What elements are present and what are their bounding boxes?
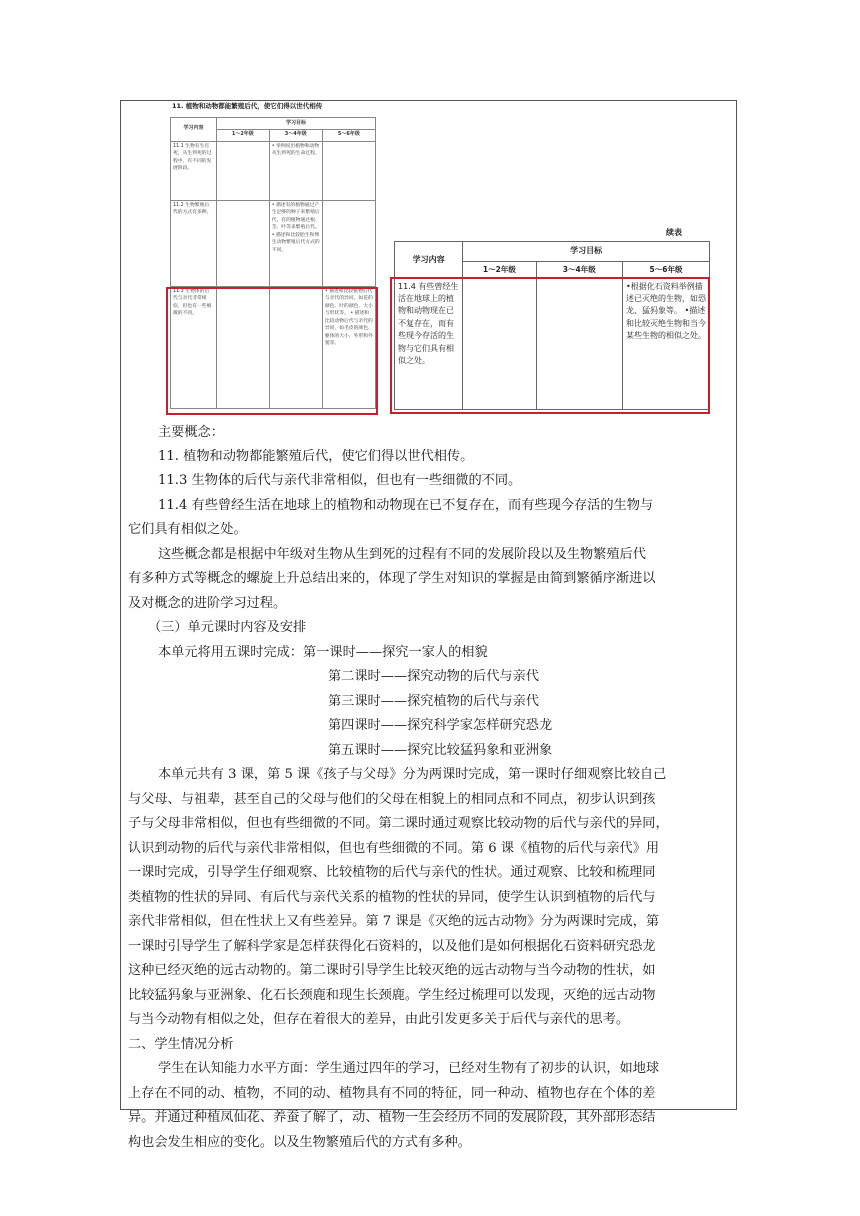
cell-g56: •根据化石资料举例描述已灭绝的生物，如恐龙、猛犸象等。 •描述和比较灭绝生物和当今某些生物的相似之处。 [623,278,710,409]
concepts-heading: 主要概念： [158,425,224,440]
concept-11-4-cont: 它们具有相似之处。 [128,522,247,537]
cell-g34: • 举例说出植物和动物从生到死的生命过程。 [269,141,322,200]
paragraph-line: 异。并通过种植凤仙花、养蚕了解了，动、植物一生会经历不同的发展阶段，其外部形态结 [128,1110,656,1125]
cell-content: 11.3 生物体的后代与亲代非常相似，但也有一些细微的不同。 [171,286,217,408]
paragraph-line: 构也会发生相应的变化。以及生物繁殖后代的方式有多种。 [128,1135,471,1150]
table-row [171,200,376,286]
paragraph-line: 有多种方式等概念的螺旋上升总结出来的，体现了学生对知识的掌握是由简到繁循序渐进以 [128,571,656,586]
cell-g12 [216,141,269,200]
concept-11-3: 11.3 生物体的后代与亲代非常相似，但也有一些细微的不同。 [158,473,522,488]
cell-g56 [322,141,375,200]
paragraph-line: 与父母、与祖辈，甚至自己的父母与他们的父母在相貌上的相同点和不同点，初步认识到孩 [128,792,656,807]
section-heading: 二、学生情况分析 [128,1037,234,1052]
cell-content: 11.2 生物繁殖后代的方式有多种。 [171,200,217,286]
cell-g12 [216,200,269,286]
paragraph-line: 这些概念都是根据中年级对生物从生到死的过程有不同的发展阶段以及生物繁殖后代 [158,547,646,562]
header-content: 学习内容 [171,118,217,142]
schedule-item: 第三课时——探究植物的后代与亲代 [328,694,539,709]
grade-header: 3～4年级 [536,262,622,279]
header-content: 学习内容 [395,242,463,279]
paragraph-line: 一课时完成，引导学生仔细观察、比较植物的后代与亲代的性状。通过观察、比较和梳理同 [128,865,656,880]
cell-g34: • 描述有的植物通过产生足够的种子来繁殖后代，有的植物通过根、茎、叶等来繁殖后代。 • 描述和比较胎生和卵生动物繁殖后代方式的不同。 [269,200,322,286]
grade-header: 3～4年级 [269,129,322,141]
grade-header: 5～6年级 [623,262,710,279]
highlight-box [390,277,710,414]
schedule-item: 第五课时——探究比较猛犸象和亚洲象 [328,743,553,758]
concept-11-4: 11.4 有些曾经生活在地球上的植物和动物现在已不复存在，而有些现今存活的生物与 [158,498,654,513]
section-heading: （三）单元课时内容及安排 [148,620,307,635]
cell-g56 [322,200,375,286]
paragraph-line: 及对概念的进阶学习过程。 [128,596,287,611]
cell-g56: • 描述和比较植物后代与亲代的异同，如花的颜色、叶的颜色、大小与形状等。 • 描述和比较动物后代与亲代的异同，如毛皮的颜色、躯体的大小、外形和外貌等。 [322,286,375,408]
paragraph-line: 上存在不同的动、植物，不同的动、植物具有不同的特征，同一种动、植物也存在个体的差 [128,1086,656,1101]
schedule-item: 第二课时——探究动物的后代与亲代 [328,669,539,684]
paragraph-line: 与当今动物有相似之处，但存在着很大的差异，由此引发更多关于后代与亲代的思考。 [128,1012,630,1027]
standards-table-title: 11. 植物和动物都能繁殖后代，使它们得以世代相传 [172,102,323,110]
paragraph-line: 子与父母非常相似，但也有些细微的不同。第二课时通过观察比较动物的后代与亲代的异同， [128,816,669,831]
header-goal: 学习目标 [463,242,710,262]
paragraph-line: 亲代非常相似，但在性状上又有些差异。第 7 课是《灭绝的远古动物》分为两课时完成，第 [128,914,660,929]
schedule-item: 第四课时——探究科学家怎样研究恐龙 [328,718,553,733]
paragraph-line: 类植物的性状的异同、有后代与亲代关系的植物的性状的异同，使学生认识到植物的后代与 [128,890,656,905]
paragraph-line: 本单元共有 3 课，第 5 课《孩子与父母》分为两课时完成，第一课时仔细观察比较自己 [158,767,667,782]
grade-header: 1～2年级 [463,262,536,279]
highlight-box [166,287,378,415]
cell-content: 11.4 有些曾经生活在地球上的植物和动物现在已不复存在，而有些现今存活的生物与它们具有相似之处。 [395,278,463,409]
concept-11: 11. 植物和动物都能繁殖后代，使它们得以世代相传。 [158,449,474,464]
cell-content: 11.1 生物有生有死，从生到死的过程中，有不同的发展阶段。 [171,141,217,200]
continued-label: 续表 [666,228,682,237]
table-row [171,141,376,200]
paragraph-line: 比较猛犸象与亚洲象、化石长颈鹿和现生长颈鹿。学生经过梳理可以发现，灭绝的远古动物 [128,988,656,1003]
paragraph-line: 一课时引导学生了解科学家是怎样获得化石资料的，以及他们是如何根据化石资料研究恐龙 [128,939,656,954]
paragraph-line: 学生在认知能力水平方面：学生通过四年的学习，已经对生物有了初步的认识，如地球 [158,1061,660,1076]
paragraph-line: 这种已经灭绝的远古动物的。第二课时引导学生比较灭绝的远古动物与当今动物的性状，如 [128,963,656,978]
grade-header: 1～2年级 [216,129,269,141]
grade-header: 5～6年级 [322,129,375,141]
paragraph-line: 认识到动物的后代与亲代非常相似，但也有些细微的不同。第 6 课《植物的后代与亲代》用 [128,841,660,856]
schedule-intro: 本单元将用五课时完成：第一课时——探究一家人的相貌 [158,645,488,660]
header-goal: 学习目标 [216,118,375,130]
